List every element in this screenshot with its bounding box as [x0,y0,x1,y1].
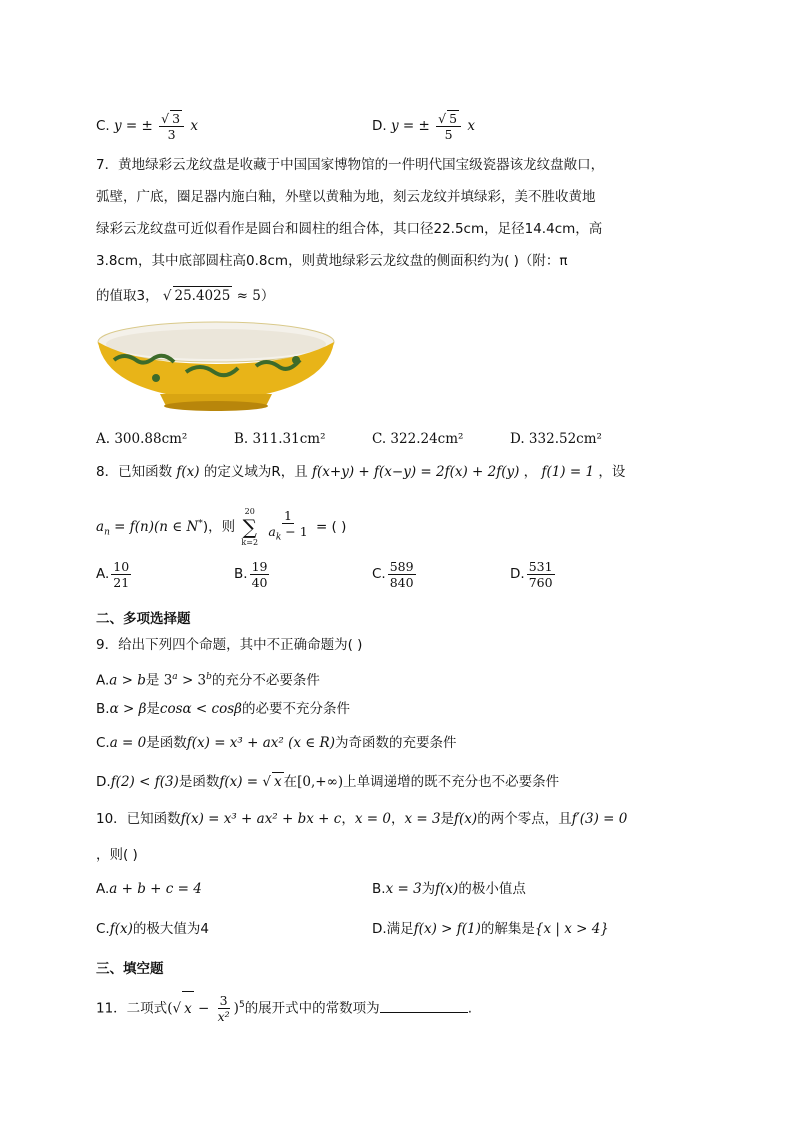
q7-line-3: 绿彩云龙纹盘可近似看作是圆台和圆柱的组合体，其口径22.5cm，足径14.4cm，高 [96,221,603,237]
q9-option-c: C.a = 0是函数f(x) = x³ + ax² (x ∈ R)为奇函数的充要条件 [96,735,457,751]
q8-line-1: 8．已知函数 f(x) 的定义域为R，且 f(x+y) + f(x−y) = 2f(x) + 2f(y) ， f(1) = 1 ，设 [96,464,626,480]
q7-line-2: 弧壁，广底，圈足器内施白釉，外壁以黄釉为地，刻云龙纹并填绿彩，美不胜收黄地 [96,189,596,205]
q8-sum-fraction: $\frac{1}{a_k - 1}$ [268,508,308,543]
q9-stem: 9．给出下列四个命题，其中不正确命题为( ) [96,637,363,653]
q8-option-a: A. $\frac{10}{21}$ [96,558,130,590]
q7-line-4: 3.8cm，其中底部圆柱高0.8cm，则黄地绿彩云龙纹盘的侧面积约为( )（附：π [96,253,568,269]
q7-option-d: D. 332.52cm² [510,431,602,447]
q7-option-c: C. 322.24cm² [372,431,464,447]
q8-option-d: D. $\frac{531}{760}$ [510,558,553,590]
q11: 11．二项式(√ x − $\frac{3}{\text{x²}}$ )$^5$的展开式中的常数项为 . [96,988,472,1026]
q10-option-c: C.f(x)的极大值为4 [96,921,209,937]
q7-option-a: A. 300.88cm² [96,431,188,447]
section-heading-multiple-choice: 二、多项选择题 [96,611,191,627]
q6-c-fraction: $\frac{√ 3}{3}$ [159,110,184,142]
q6-option-d: D. y = ± $\frac{√ 5}{5}$ x [372,111,475,142]
q10-option-d: D.满足f(x) > f(1)的解集是{x | x > 4} [372,921,609,937]
q10-line-2: ，则( ) [96,847,138,863]
q8-line-2: $a_n = f(n)(n$ ∈ N*)，则 20 ∑ k=2 $\frac{1}{a_k - 1}$ = ( ) [96,507,347,547]
q10-line-1: 10．已知函数f(x) = x³ + ax² + bx + c，x = 0，x = 3是f(x)的两个零点，且f′(3) = 0 [96,811,628,827]
q9-option-d: D.f(2) < f(3)是函数f(x) = √ x 在[0,+∞)上单调递增的既不充分也不必要条件 [96,774,560,790]
q11-fraction: $\frac{3}{\text{x²}}$ [217,993,230,1024]
q8-option-b: B. $\frac{19}{40}$ [234,558,268,590]
q6-option-c: C. y = ± $\frac{√ 3}{3}$ x [96,111,198,142]
answer-blank[interactable] [380,998,468,1013]
q9-option-a: A.a > b是 $3^a > 3^b$的充分不必要条件 [96,672,320,689]
q6-d-fraction: $\frac{√ 5}{5}$ [436,110,461,142]
q9-option-b: B.α > β是cosα < cosβ的必要不充分条件 [96,701,350,717]
q7-line-5: 的值取3， √ 25.4025 ≈ 5） [96,288,275,304]
q10-option-a: A.a + b + c = 4 [96,881,202,897]
summation: 20 ∑ k=2 [241,507,259,547]
dragon-bowl-image [96,320,336,412]
section-heading-fill-in: 三、填空题 [96,961,164,977]
q7-line-1: 7．黄地绿彩云龙纹盘是收藏于中国国家博物馆的一件明代国宝级瓷器该龙纹盘敞口， [96,157,605,173]
q7-option-b: B. 311.31cm² [234,431,326,447]
q8-option-c: C. $\frac{589}{840}$ [372,558,414,590]
q10-option-b: B.x = 3为f(x)的极小值点 [372,881,526,897]
